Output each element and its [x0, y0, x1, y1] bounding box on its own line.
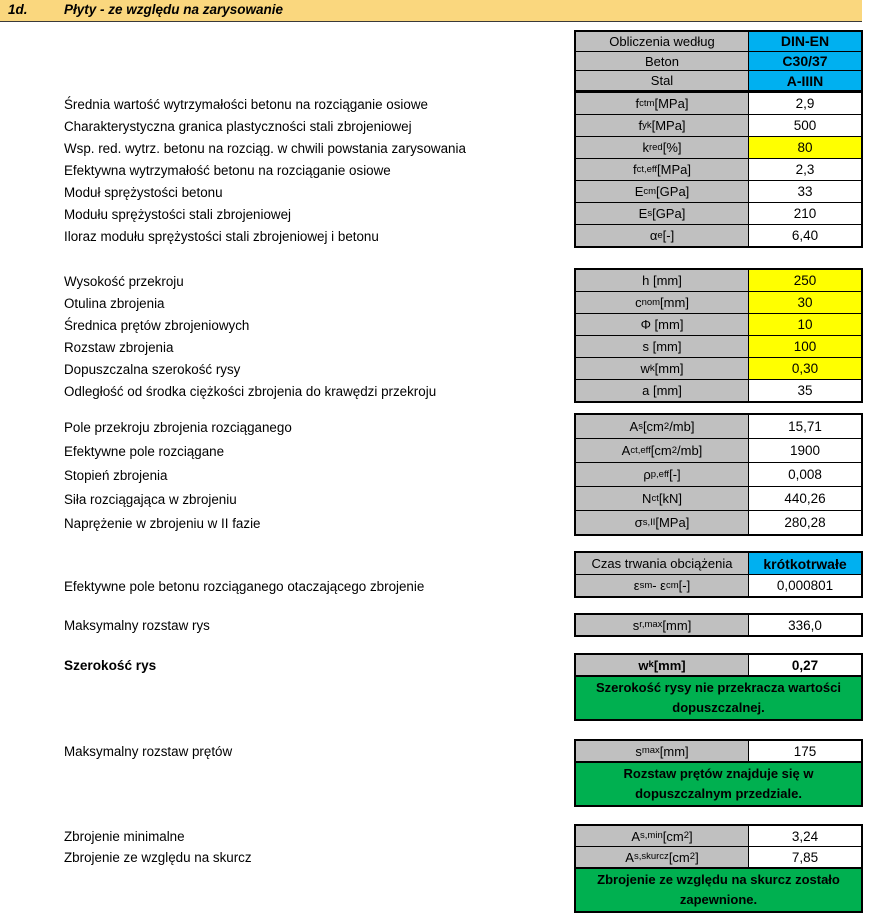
param-text: k [642, 140, 649, 155]
table-row [576, 438, 861, 462]
row-label: Stopień zbrojenia [64, 467, 168, 483]
row-labels-column [64, 270, 569, 402]
param-text: f [638, 118, 643, 133]
value-cell-eps-diff[interactable]: 0,000801 [749, 575, 861, 596]
row-label: Maksymalny rozstaw rys [64, 618, 210, 633]
param-text: [mm] [654, 361, 684, 376]
table-row [576, 462, 861, 486]
param-cell-sigma-s2: σ s,II [MPa] [576, 511, 749, 534]
param-text: [mm] [662, 617, 692, 633]
status-banner: Rozstaw prętów znajduje się w dopuszczalnym przedziale. [576, 761, 861, 805]
row-label: Maksymalny rozstaw prętów [64, 744, 233, 759]
row-label: Efektywne pole rozciągane [64, 443, 225, 459]
status-banner: Zbrojenie ze względu na skurcz zostało zapewnione. [576, 867, 861, 911]
param-cell-alpha-e: α e [-] [576, 225, 749, 246]
row-label: Dopuszczalna szerokość rysy [64, 361, 241, 377]
table-row [576, 136, 861, 158]
row-label: Rozstaw zbrojenia [64, 339, 174, 355]
param-text: ρ [643, 467, 651, 482]
param-cell-cnom: c nom [mm] [576, 292, 749, 313]
param-text: [MPa] [651, 118, 686, 133]
value-cell-nct[interactable]: 440,26 [749, 487, 861, 510]
param-text: Stal [650, 73, 674, 89]
value-cell-beton[interactable]: C30/37 [749, 52, 861, 71]
value-cell-ecm[interactable]: 33 [749, 181, 861, 202]
table-row [576, 114, 861, 136]
param-text: A [629, 419, 639, 434]
table-row [576, 741, 861, 761]
table-row [576, 158, 861, 180]
value-cell-kred[interactable]: 80 [749, 137, 861, 158]
param-text: Φ [mm] [640, 317, 684, 332]
value-cell-sigma-s2[interactable]: 280,28 [749, 511, 861, 534]
table-row [576, 655, 861, 675]
table-row [576, 486, 861, 510]
param-text: f [635, 96, 640, 111]
param-text: ] [689, 828, 693, 844]
row-labels-column [64, 655, 569, 676]
param-cell-fctm: f ctm [MPa] [576, 93, 749, 114]
param-cell-stal [576, 71, 749, 90]
row-label: Wysokość przekroju [64, 273, 184, 289]
value-cell-as[interactable]: 15,71 [749, 415, 861, 438]
param-cell-as-min: A s,min [cm 2 ] [576, 826, 749, 846]
param-text: ] [695, 849, 699, 865]
param-text: f [632, 162, 637, 177]
row-labels-column [64, 415, 569, 535]
param-text: [mm] [660, 295, 689, 310]
value-cell-sr-max[interactable]: 336,0 [749, 615, 861, 635]
param-cell-smax: s max [mm] [576, 741, 749, 761]
param-text: [kN] [658, 491, 682, 506]
value-cell-as-min[interactable]: 3,24 [749, 826, 861, 846]
param-text: w [640, 361, 650, 376]
param-text: s [635, 743, 642, 759]
value-cell-fyk[interactable]: 500 [749, 115, 861, 136]
row-label: Moduł sprężystości betonu [64, 184, 223, 200]
row-label: Średnia wartość wytrzymałości betonu na rozciąganie osiowe [64, 96, 428, 112]
status-banner: Szerokość rysy nie przekracza wartości dopuszczalnej. [576, 675, 861, 719]
table-row [576, 553, 861, 574]
row-label: Odległość od środka ciężkości zbrojenia do krawędzi przekroju [64, 383, 437, 399]
param-text: A [621, 443, 631, 458]
row-label: Modułu sprężystości stali zbrojeniowej [64, 206, 291, 222]
param-cell-as-skurcz: A s,skurcz [cm 2 ] [576, 847, 749, 867]
value-cell-fcteff[interactable]: 2,3 [749, 159, 861, 180]
row-label: Otulina zbrojenia [64, 295, 165, 311]
param-text: c [635, 295, 642, 310]
param-text: [MPa] [655, 515, 690, 530]
param-cell-fcteff: f ct,eff [MPa] [576, 159, 749, 180]
value-cell-cnom[interactable]: 30 [749, 292, 861, 313]
value-cell-es[interactable]: 210 [749, 203, 861, 224]
param-text: s [632, 617, 640, 633]
param-text: [-] [678, 578, 691, 593]
table-row [576, 224, 861, 246]
param-text: [GPa] [656, 184, 690, 199]
param-text: /mb] [669, 419, 695, 434]
param-text: /mb] [677, 443, 703, 458]
param-text: E [638, 206, 648, 221]
table-row [576, 826, 861, 846]
param-text: [cm [642, 419, 664, 434]
param-text: - ε [652, 578, 666, 593]
value-cell-as-skurcz[interactable]: 7,85 [749, 847, 861, 867]
param-cell-eps-diff: ε sm - ε cm [-] [576, 575, 749, 596]
row-label: Iloraz modułu sprężystości stali zbrojeniowej i betonu [64, 228, 379, 244]
table-row [576, 180, 861, 202]
param-text: [MPa] [657, 162, 691, 177]
param-text: N [642, 491, 652, 506]
param-cell-czas [576, 553, 749, 574]
row-label: Średnica prętów zbrojeniowych [64, 317, 250, 333]
table-row [576, 51, 861, 71]
row-label: Zbrojenie minimalne [64, 829, 185, 844]
minimum-reinforcement-table [574, 824, 863, 913]
section-title: Płyty - ze względu na zarysowanie [64, 2, 284, 17]
param-cell-wk-dop: w k [mm] [576, 358, 749, 379]
value-cell-phi[interactable]: 10 [749, 314, 861, 335]
value-cell-stal[interactable]: A-IIIN [749, 71, 861, 90]
param-cell-fyk: f yk [MPa] [576, 115, 749, 136]
table-row [576, 32, 861, 51]
row-label: Efektywne pole betonu rozciąganego otaczającego zbrojenie [64, 578, 425, 594]
row-labels-column [64, 553, 569, 597]
value-cell-h[interactable]: 250 [749, 270, 861, 291]
param-text: [GPa] [652, 206, 686, 221]
param-cell-h [576, 270, 749, 291]
row-label: Charakterystyczna granica plastyczności stali zbrojeniowej [64, 118, 412, 134]
param-text: A [631, 828, 641, 844]
row-label: Wsp. red. wytrz. betonu na rozciąg. w chwili powstania zarysowania [64, 140, 466, 156]
param-text: A [625, 849, 634, 865]
param-cell-kred: k red [%] [576, 137, 749, 158]
param-text: Beton [645, 53, 679, 69]
param-text: a [mm] [642, 383, 682, 398]
table-row [576, 574, 861, 596]
value-cell-wk-dop[interactable]: 0,30 [749, 358, 861, 379]
param-cell-act-eff: A ct,eff [cm 2 /mb] [576, 439, 749, 462]
value-cell-alpha-e[interactable]: 6,40 [749, 225, 861, 246]
table-row [576, 93, 861, 114]
value-cell-a[interactable]: 35 [749, 380, 861, 401]
row-labels-column [64, 826, 569, 868]
param-cell-a [576, 380, 749, 401]
value-cell-smax[interactable]: 175 [749, 741, 861, 761]
param-cell-nct: N ct [kN] [576, 487, 749, 510]
param-cell-ecm: E cm [GPa] [576, 181, 749, 202]
param-text: [-] [669, 467, 681, 482]
row-labels-column [64, 741, 569, 762]
table-row [576, 510, 861, 534]
param-text: [%] [662, 140, 682, 155]
reinforcement-results-table [574, 413, 863, 536]
param-cell-s [576, 336, 749, 357]
value-cell-norm[interactable]: DIN-EN [749, 32, 861, 51]
param-text: σ [634, 515, 643, 530]
param-text: [cm [650, 443, 672, 458]
table-row [576, 291, 861, 313]
value-cell-fctm[interactable]: 2,9 [749, 93, 861, 114]
row-labels-column [64, 93, 569, 247]
row-label: Efektywna wytrzymałość betonu na rozciąganie osiowe [64, 162, 391, 178]
section-geometry-table [574, 268, 863, 403]
param-text: [MPa] [654, 96, 689, 111]
row-label [64, 553, 569, 575]
row-label: Naprężenie w zbrojeniu w II fazie [64, 515, 261, 531]
table-row [576, 379, 861, 401]
param-text: [mm] [653, 657, 686, 673]
param-text: Czas trwania obciążenia [591, 556, 733, 571]
section-header-bar [0, 0, 862, 22]
param-cell-phi [576, 314, 749, 335]
value-cell-act-eff[interactable]: 1900 [749, 439, 861, 462]
crack-spacing-table [574, 613, 863, 637]
section-number: 1d. [8, 2, 28, 17]
param-cell-sr-max: s r,max [mm] [576, 615, 749, 635]
table-row [576, 335, 861, 357]
param-text: h [mm] [642, 273, 682, 288]
table-row [576, 415, 861, 438]
param-cell-wk: w k [mm] [576, 655, 749, 675]
row-label: Siła rozciągająca w zbrojeniu [64, 491, 237, 507]
bar-spacing-table [574, 739, 863, 807]
row-label: Szerokość rys [64, 658, 157, 673]
crack-width-table [574, 653, 863, 721]
load-duration-table [574, 551, 863, 598]
row-label: Zbrojenie ze względu na skurcz [64, 850, 252, 865]
table-row [576, 357, 861, 379]
material-properties-table [574, 91, 863, 248]
value-cell-czas[interactable]: krótkotrwałe [749, 553, 861, 574]
param-cell-norm [576, 32, 749, 51]
param-text: s [mm] [642, 339, 682, 354]
param-text: [-] [662, 228, 675, 243]
param-text: w [638, 657, 649, 673]
param-text: α [649, 228, 658, 243]
param-cell-rho-eff: ρ p,eff [-] [576, 463, 749, 486]
param-text: [mm] [659, 743, 689, 759]
table-row [576, 202, 861, 224]
row-labels-column [64, 615, 569, 636]
param-text: Obliczenia według [609, 33, 715, 49]
table-row [576, 70, 861, 90]
param-text: [cm [668, 849, 690, 865]
param-text: ε [633, 578, 640, 593]
param-text: [cm [662, 828, 684, 844]
value-cell-rho-eff[interactable]: 0,008 [749, 463, 861, 486]
table-row [576, 270, 861, 291]
norm-settings-table [574, 30, 863, 92]
table-row [576, 313, 861, 335]
row-label: Pole przekroju zbrojenia rozciąganego [64, 419, 292, 435]
param-cell-es: E s [GPa] [576, 203, 749, 224]
param-text: E [634, 184, 644, 199]
table-row [576, 615, 861, 635]
param-cell-as: A s [cm 2 /mb] [576, 415, 749, 438]
table-row [576, 846, 861, 867]
value-cell-s[interactable]: 100 [749, 336, 861, 357]
value-cell-wk[interactable]: 0,27 [749, 655, 861, 675]
param-cell-beton [576, 52, 749, 71]
